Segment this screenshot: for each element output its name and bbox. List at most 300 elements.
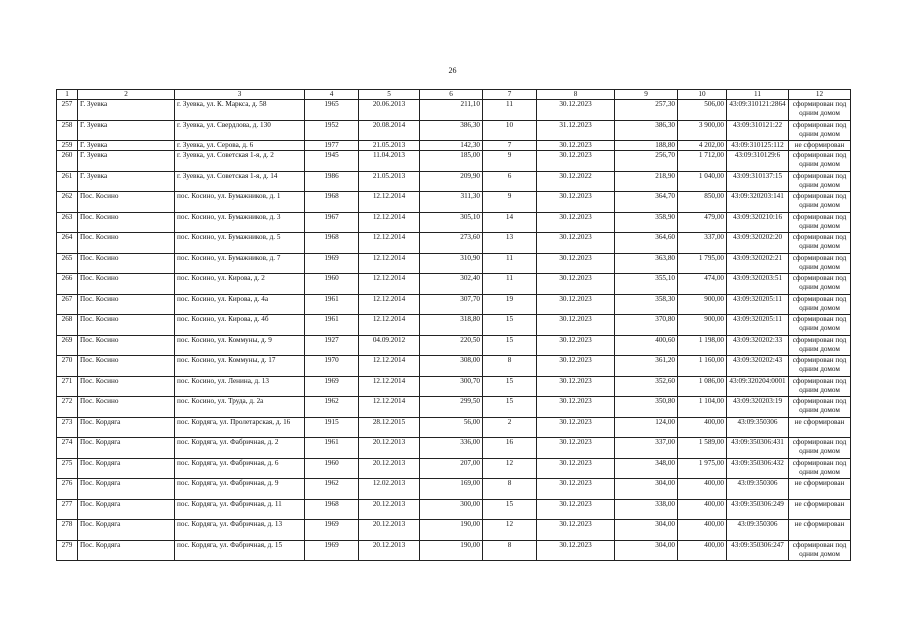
housing-table [56, 89, 851, 561]
cadastral-number: 43:09:350306:431 [727, 438, 789, 459]
area-total: 350,80 [615, 397, 678, 418]
cadastral-number: 43:09:320203:19 [727, 397, 789, 418]
address: пос. Косино, ул. Бумажников, д. 1 [175, 192, 305, 213]
address: пос. Косино, ул. Кирова, д. 4б [175, 315, 305, 336]
address: пос. Кордяга, ул. Фабричная, д. 9 [175, 479, 305, 500]
column-header-7: 7 [483, 90, 537, 100]
area: 190,00 [420, 520, 483, 541]
settlement: Г. Зуевка [78, 120, 175, 141]
cadastral-number: 43:09:310125:112 [727, 141, 789, 151]
end-date: 31.12.2023 [537, 120, 615, 141]
area-total: 352,60 [615, 376, 678, 397]
area-total: 400,60 [615, 335, 678, 356]
land-area: 506,00 [678, 100, 727, 121]
address: пос. Косино, ул. Бумажников, д. 7 [175, 253, 305, 274]
end-date: 30.12.2023 [537, 233, 615, 254]
date: 20.12.2013 [359, 458, 420, 479]
build-year: 1970 [305, 356, 359, 377]
land-status: сформирован под одним домом [789, 192, 851, 213]
table-row [57, 376, 851, 397]
residents: 8 [483, 479, 537, 500]
land-status: сформирован под одним домом [789, 294, 851, 315]
build-year: 1952 [305, 120, 359, 141]
residents: 9 [483, 151, 537, 172]
cadastral-number: 43:09:320210:16 [727, 212, 789, 233]
area: 310,90 [420, 253, 483, 274]
land-area: 1 104,00 [678, 397, 727, 418]
land-status: не сформирован [789, 141, 851, 151]
table-row [57, 171, 851, 192]
end-date: 30.12.2023 [537, 151, 615, 172]
land-status: сформирован под одним домом [789, 274, 851, 295]
date: 21.05.2013 [359, 171, 420, 192]
area: 336,00 [420, 438, 483, 459]
table-row [57, 540, 851, 561]
area: 273,60 [420, 233, 483, 254]
header-row [57, 90, 851, 100]
end-date: 30.12.2023 [537, 458, 615, 479]
residents: 15 [483, 397, 537, 418]
row-number: 274 [57, 438, 78, 459]
land-status: не сформирован [789, 417, 851, 438]
build-year: 1969 [305, 540, 359, 561]
residents: 11 [483, 100, 537, 121]
date: 21.05.2013 [359, 141, 420, 151]
area: 311,30 [420, 192, 483, 213]
cadastral-number: 43:09:320202:43 [727, 356, 789, 377]
settlement: Пос. Кордяга [78, 540, 175, 561]
area: 386,30 [420, 120, 483, 141]
settlement: Пос. Косино [78, 212, 175, 233]
cadastral-number: 43:09:320203:51 [727, 274, 789, 295]
row-number: 265 [57, 253, 78, 274]
end-date: 30.12.2023 [537, 376, 615, 397]
area: 300,00 [420, 499, 483, 520]
column-header-12: 12 [789, 90, 851, 100]
residents: 8 [483, 540, 537, 561]
date: 20.08.2014 [359, 120, 420, 141]
row-number: 271 [57, 376, 78, 397]
cadastral-number: 43:09:350306 [727, 479, 789, 500]
address: г. Зуевка, ул. К. Маркса, д. 58 [175, 100, 305, 121]
row-number: 259 [57, 141, 78, 151]
residents: 12 [483, 520, 537, 541]
area-total: 386,30 [615, 120, 678, 141]
row-number: 279 [57, 540, 78, 561]
cadastral-number: 43:09:320203:141 [727, 192, 789, 213]
page-number: 26 [448, 66, 457, 75]
area: 56,00 [420, 417, 483, 438]
residents: 12 [483, 458, 537, 479]
date: 04.09.2012 [359, 335, 420, 356]
residents: 11 [483, 253, 537, 274]
residents: 15 [483, 335, 537, 356]
cadastral-number: 43:09:320205:11 [727, 294, 789, 315]
table-row [57, 120, 851, 141]
date: 12.12.2014 [359, 212, 420, 233]
end-date: 30.12.2023 [537, 212, 615, 233]
cadastral-number: 43:09:320205:11 [727, 315, 789, 336]
column-header-8: 8 [537, 90, 615, 100]
settlement: Пос. Кордяга [78, 520, 175, 541]
row-number: 272 [57, 397, 78, 418]
settlement: Пос. Косино [78, 294, 175, 315]
table-row [57, 141, 851, 151]
table-row [57, 151, 851, 172]
cadastral-number: 43:09:320202:20 [727, 233, 789, 254]
build-year: 1960 [305, 458, 359, 479]
settlement: Пос. Кордяга [78, 438, 175, 459]
row-number: 277 [57, 499, 78, 520]
table-row [57, 192, 851, 213]
address: пос. Косино, ул. Коммуны, д. 9 [175, 335, 305, 356]
land-area: 3 900,00 [678, 120, 727, 141]
address: пос. Кордяга, ул. Фабричная, д. 6 [175, 458, 305, 479]
row-number: 260 [57, 151, 78, 172]
land-area: 4 202,00 [678, 141, 727, 151]
residents: 19 [483, 294, 537, 315]
settlement: Г. Зуевка [78, 171, 175, 192]
end-date: 30.12.2023 [537, 335, 615, 356]
area-total: 355,10 [615, 274, 678, 295]
column-header-1: 1 [57, 90, 78, 100]
build-year: 1915 [305, 417, 359, 438]
land-area: 1 795,00 [678, 253, 727, 274]
row-number: 275 [57, 458, 78, 479]
land-area: 400,00 [678, 499, 727, 520]
build-year: 1969 [305, 520, 359, 541]
settlement: Пос. Косино [78, 356, 175, 377]
settlement: Пос. Косино [78, 233, 175, 254]
cadastral-number: 43:09:310129:6 [727, 151, 789, 172]
row-number: 257 [57, 100, 78, 121]
cadastral-number: 43:09:310121:2864 [727, 100, 789, 121]
land-status: не сформирован [789, 479, 851, 500]
date: 12.12.2014 [359, 192, 420, 213]
land-status: сформирован под одним домом [789, 151, 851, 172]
settlement: Г. Зуевка [78, 141, 175, 151]
land-area: 1 712,00 [678, 151, 727, 172]
residents: 7 [483, 141, 537, 151]
residents: 15 [483, 376, 537, 397]
land-area: 474,00 [678, 274, 727, 295]
address: г. Зуевка, ул. Серова, д. 6 [175, 141, 305, 151]
area: 220,50 [420, 335, 483, 356]
address: пос. Кордяга, ул. Фабричная, д. 15 [175, 540, 305, 561]
residents: 15 [483, 499, 537, 520]
area: 299,50 [420, 397, 483, 418]
area: 142,30 [420, 141, 483, 151]
cadastral-number: 43:09:350306:247 [727, 540, 789, 561]
residents: 13 [483, 233, 537, 254]
table-row [57, 499, 851, 520]
date: 20.12.2013 [359, 520, 420, 541]
area-total: 348,00 [615, 458, 678, 479]
area-total: 256,70 [615, 151, 678, 172]
row-number: 266 [57, 274, 78, 295]
build-year: 1960 [305, 274, 359, 295]
end-date: 30.12.2023 [537, 294, 615, 315]
land-status: сформирован под одним домом [789, 171, 851, 192]
residents: 16 [483, 438, 537, 459]
address: пос. Косино, ул. Кирова, д. 2 [175, 274, 305, 295]
address: пос. Кордяга, ул. Пролетарская, д. 16 [175, 417, 305, 438]
end-date: 30.12.2023 [537, 100, 615, 121]
area: 300,70 [420, 376, 483, 397]
column-header-11: 11 [727, 90, 789, 100]
area-total: 218,90 [615, 171, 678, 192]
address: пос. Кордяга, ул. Фабричная, д. 13 [175, 520, 305, 541]
land-status: сформирован под одним домом [789, 100, 851, 121]
build-year: 1962 [305, 479, 359, 500]
land-status: сформирован под одним домом [789, 253, 851, 274]
build-year: 1969 [305, 376, 359, 397]
land-area: 337,00 [678, 233, 727, 254]
land-area: 1 040,00 [678, 171, 727, 192]
residents: 2 [483, 417, 537, 438]
date: 12.12.2014 [359, 315, 420, 336]
end-date: 30.12.2023 [537, 417, 615, 438]
date: 12.12.2014 [359, 376, 420, 397]
land-status: не сформирован [789, 499, 851, 520]
table-row [57, 253, 851, 274]
land-area: 1 589,00 [678, 438, 727, 459]
land-status: сформирован под одним домом [789, 397, 851, 418]
area: 207,00 [420, 458, 483, 479]
area-total: 124,00 [615, 417, 678, 438]
date: 20.12.2013 [359, 499, 420, 520]
table-row [57, 458, 851, 479]
land-area: 850,00 [678, 192, 727, 213]
date: 20.12.2013 [359, 540, 420, 561]
residents: 14 [483, 212, 537, 233]
area-total: 358,30 [615, 294, 678, 315]
build-year: 1967 [305, 212, 359, 233]
table-row [57, 274, 851, 295]
table-row [57, 100, 851, 121]
area-total: 364,60 [615, 233, 678, 254]
table-row [57, 397, 851, 418]
settlement: Г. Зуевка [78, 100, 175, 121]
settlement: Пос. Кордяга [78, 417, 175, 438]
cadastral-number: 43:09:350306:432 [727, 458, 789, 479]
build-year: 1977 [305, 141, 359, 151]
land-status: сформирован под одним домом [789, 120, 851, 141]
settlement: Пос. Косино [78, 376, 175, 397]
row-number: 270 [57, 356, 78, 377]
area-total: 364,70 [615, 192, 678, 213]
land-status: сформирован под одним домом [789, 458, 851, 479]
column-header-2: 2 [78, 90, 175, 100]
table-row [57, 212, 851, 233]
table-row [57, 356, 851, 377]
row-number: 276 [57, 479, 78, 500]
build-year: 1962 [305, 397, 359, 418]
end-date: 30.12.2023 [537, 356, 615, 377]
land-status: сформирован под одним домом [789, 356, 851, 377]
address: г. Зуевка, ул. Советская 1-я, д. 2 [175, 151, 305, 172]
date: 12.12.2014 [359, 233, 420, 254]
area-total: 304,00 [615, 479, 678, 500]
land-status: не сформирован [789, 520, 851, 541]
row-number: 263 [57, 212, 78, 233]
settlement: Пос. Косино [78, 335, 175, 356]
residents: 15 [483, 315, 537, 336]
end-date: 30.12.2023 [537, 520, 615, 541]
settlement: Пос. Косино [78, 315, 175, 336]
area-total: 304,00 [615, 540, 678, 561]
settlement: Пос. Косино [78, 253, 175, 274]
settlement: Пос. Кордяга [78, 499, 175, 520]
end-date: 30.12.2023 [537, 397, 615, 418]
table-row [57, 479, 851, 500]
end-date: 30.12.2023 [537, 438, 615, 459]
area: 308,00 [420, 356, 483, 377]
row-number: 267 [57, 294, 78, 315]
end-date: 30.12.2023 [537, 479, 615, 500]
date: 12.12.2014 [359, 397, 420, 418]
end-date: 30.12.2023 [537, 141, 615, 151]
date: 28.12.2015 [359, 417, 420, 438]
land-area: 900,00 [678, 294, 727, 315]
residents: 10 [483, 120, 537, 141]
area-total: 338,00 [615, 499, 678, 520]
cadastral-number: 43:09:320202:21 [727, 253, 789, 274]
row-number: 273 [57, 417, 78, 438]
land-area: 400,00 [678, 417, 727, 438]
build-year: 1961 [305, 438, 359, 459]
land-area: 900,00 [678, 315, 727, 336]
row-number: 264 [57, 233, 78, 254]
residents: 11 [483, 274, 537, 295]
address: пос. Косино, ул. Кирова, д. 4а [175, 294, 305, 315]
land-area: 1 975,00 [678, 458, 727, 479]
table-row [57, 233, 851, 254]
land-status: сформирован под одним домом [789, 438, 851, 459]
end-date: 30.12.2023 [537, 540, 615, 561]
cadastral-number: 43:09:350306:249 [727, 499, 789, 520]
area: 169,00 [420, 479, 483, 500]
land-area: 400,00 [678, 479, 727, 500]
land-area: 1 198,00 [678, 335, 727, 356]
date: 12.12.2014 [359, 274, 420, 295]
date: 12.12.2014 [359, 356, 420, 377]
address: пос. Косино, ул. Бумажников, д. 5 [175, 233, 305, 254]
residents: 8 [483, 356, 537, 377]
row-number: 269 [57, 335, 78, 356]
area-total: 370,80 [615, 315, 678, 336]
area: 302,40 [420, 274, 483, 295]
area: 318,80 [420, 315, 483, 336]
area: 190,00 [420, 540, 483, 561]
table-row [57, 315, 851, 336]
residents: 9 [483, 192, 537, 213]
table-row [57, 417, 851, 438]
column-header-10: 10 [678, 90, 727, 100]
address: пос. Косино, ул. Ленина, д. 13 [175, 376, 305, 397]
land-area: 400,00 [678, 520, 727, 541]
build-year: 1945 [305, 151, 359, 172]
cadastral-number: 43:09:350306 [727, 417, 789, 438]
cadastral-number: 43:09:320202:33 [727, 335, 789, 356]
area-total: 363,80 [615, 253, 678, 274]
build-year: 1961 [305, 294, 359, 315]
end-date: 30.12.2022 [537, 171, 615, 192]
settlement: Г. Зуевка [78, 151, 175, 172]
cadastral-number: 43:09:350306 [727, 520, 789, 541]
area-total: 188,80 [615, 141, 678, 151]
area-total: 257,30 [615, 100, 678, 121]
end-date: 30.12.2023 [537, 315, 615, 336]
table-row [57, 438, 851, 459]
row-number: 268 [57, 315, 78, 336]
settlement: Пос. Кордяга [78, 479, 175, 500]
area: 185,00 [420, 151, 483, 172]
cadastral-number: 43:09:310121:22 [727, 120, 789, 141]
land-status: сформирован под одним домом [789, 212, 851, 233]
area: 209,90 [420, 171, 483, 192]
build-year: 1961 [305, 315, 359, 336]
build-year: 1927 [305, 335, 359, 356]
column-header-6: 6 [420, 90, 483, 100]
cadastral-number: 43:09:310137:15 [727, 171, 789, 192]
residents: 6 [483, 171, 537, 192]
column-header-3: 3 [175, 90, 305, 100]
end-date: 30.12.2023 [537, 274, 615, 295]
settlement: Пос. Косино [78, 274, 175, 295]
settlement: Пос. Косино [78, 397, 175, 418]
row-number: 261 [57, 171, 78, 192]
column-header-9: 9 [615, 90, 678, 100]
area-total: 304,00 [615, 520, 678, 541]
build-year: 1968 [305, 233, 359, 254]
address: пос. Косино, ул. Коммуны, д. 17 [175, 356, 305, 377]
table-row [57, 294, 851, 315]
table-row [57, 335, 851, 356]
land-status: сформирован под одним домом [789, 540, 851, 561]
date: 20.06.2013 [359, 100, 420, 121]
area: 305,10 [420, 212, 483, 233]
column-header-5: 5 [359, 90, 420, 100]
area: 211,10 [420, 100, 483, 121]
date: 12.02.2013 [359, 479, 420, 500]
address: г. Зуевка, ул. Свердлова, д. 130 [175, 120, 305, 141]
build-year: 1986 [305, 171, 359, 192]
area-total: 361,20 [615, 356, 678, 377]
address: пос. Косино, ул. Труда, д. 2а [175, 397, 305, 418]
end-date: 30.12.2023 [537, 499, 615, 520]
table-row [57, 520, 851, 541]
land-area: 400,00 [678, 540, 727, 561]
address: пос. Косино, ул. Бумажников, д. 3 [175, 212, 305, 233]
cadastral-number: 43:09:320204:0001 [727, 376, 789, 397]
row-number: 258 [57, 120, 78, 141]
build-year: 1965 [305, 100, 359, 121]
land-area: 479,00 [678, 212, 727, 233]
date: 12.12.2014 [359, 294, 420, 315]
date: 11.04.2013 [359, 151, 420, 172]
settlement: Пос. Косино [78, 192, 175, 213]
build-year: 1968 [305, 499, 359, 520]
build-year: 1968 [305, 192, 359, 213]
area-total: 337,00 [615, 438, 678, 459]
row-number: 262 [57, 192, 78, 213]
row-number: 278 [57, 520, 78, 541]
area-total: 358,90 [615, 212, 678, 233]
land-status: сформирован под одним домом [789, 315, 851, 336]
date: 20.12.2013 [359, 438, 420, 459]
end-date: 30.12.2023 [537, 192, 615, 213]
